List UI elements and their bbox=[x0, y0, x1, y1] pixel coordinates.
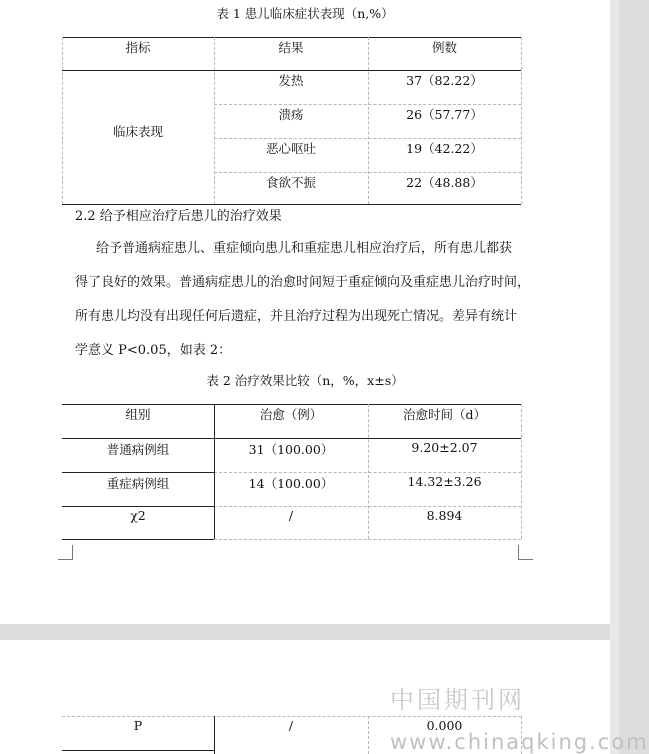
table-2-row-1-cured: 31（100.00） bbox=[248, 442, 334, 457]
table-2-header-cured: 治愈（例） bbox=[259, 407, 323, 422]
table-2-continued-row-rule bbox=[62, 750, 214, 751]
table-2-row-rule bbox=[62, 472, 214, 473]
table-2-column-divider bbox=[214, 716, 215, 754]
table-1-header-count: 例数 bbox=[431, 40, 457, 55]
section-heading: 2.2 给予相应治疗后患儿的治疗效果 bbox=[75, 209, 282, 224]
table-2-row-2-cured: 14（100.00） bbox=[248, 476, 334, 491]
table-1-header-result: 结果 bbox=[278, 40, 304, 55]
paragraph-line: 所有患儿均没有出现任何后遗症，并且治疗过程为出现死亡情况。差异有统计 bbox=[75, 309, 518, 324]
table-2-header-rule bbox=[62, 438, 521, 439]
table-2-row-2-group: 重症病例组 bbox=[106, 476, 170, 491]
table-1-row-2-result: 溃疡 bbox=[278, 107, 304, 122]
watermark-name: 中国期刊网 bbox=[390, 686, 525, 714]
table-2-row-1-group: 普通病例组 bbox=[106, 442, 170, 457]
table-2-row-rule bbox=[62, 539, 214, 540]
table-2-header-group: 组别 bbox=[125, 407, 151, 422]
table-2-row-1-cure-time: 9.20±2.07 bbox=[411, 440, 478, 455]
table-1-column-divider bbox=[214, 37, 215, 204]
table-1-column-divider bbox=[521, 37, 522, 204]
table-2-row-divider bbox=[214, 539, 521, 540]
table-2-column-divider bbox=[368, 404, 369, 539]
table-1-header-indicator: 指标 bbox=[125, 40, 151, 55]
table-2-row-rule bbox=[62, 506, 214, 507]
table-1-row-3-count: 19（42.22） bbox=[406, 141, 483, 156]
table-2-row-3-cured: / bbox=[288, 508, 294, 523]
table-2-continued-cured: / bbox=[288, 718, 294, 733]
table-1-row-1-count: 37（82.22） bbox=[406, 73, 483, 88]
paragraph-line: 得了良好的效果。普通病症患儿的治愈时间短于重症倾向及重症患儿治疗时间， bbox=[75, 275, 531, 290]
table-2-row-3-group: χ2 bbox=[130, 508, 146, 523]
paragraph-line: 给予普通病症患儿、重症倾向患儿和重症患儿相应治疗后，所有患儿都获 bbox=[96, 241, 513, 256]
table-2-continued-label: P bbox=[133, 718, 143, 733]
table-2-continued-top-rule bbox=[62, 716, 521, 717]
table-1-row-3-result: 恶心呕吐 bbox=[265, 141, 316, 156]
paragraph-line: 学意义 P<0.05，如表 2： bbox=[75, 343, 232, 358]
page-corner-mark bbox=[518, 545, 533, 560]
table-1-group-label: 临床表现 bbox=[112, 124, 163, 139]
table-1-row-4-result: 食欲不振 bbox=[265, 175, 316, 190]
table-1-column-divider bbox=[368, 37, 369, 204]
table-2-column-divider bbox=[214, 404, 215, 539]
table-2-column-divider bbox=[521, 404, 522, 539]
table-2-caption: 表 2 治疗效果比较（n，%，x±s） bbox=[206, 373, 404, 388]
page-margin bbox=[610, 0, 619, 754]
table-2-header-cure-time: 治愈时间（d） bbox=[402, 407, 486, 422]
table-1-row-4-count: 22（48.88） bbox=[406, 175, 483, 190]
table-2-continued-cure-time: 0.000 bbox=[426, 718, 463, 733]
table-1-column-divider bbox=[62, 37, 63, 204]
table-1-row-2-count: 26（57.77） bbox=[406, 107, 483, 122]
table-2-row-3-cure-time: 8.894 bbox=[426, 508, 463, 523]
watermark-url: www.chinaqking.com bbox=[390, 730, 649, 754]
page-corner-mark bbox=[58, 545, 73, 560]
table-2-column-divider bbox=[368, 716, 369, 754]
table-1-caption: 表 1 患儿临床症状表现（n,%） bbox=[216, 6, 394, 21]
table-1-row-1-result: 发热 bbox=[278, 73, 304, 88]
table-2-row-2-cure-time: 14.32±3.26 bbox=[407, 474, 482, 489]
